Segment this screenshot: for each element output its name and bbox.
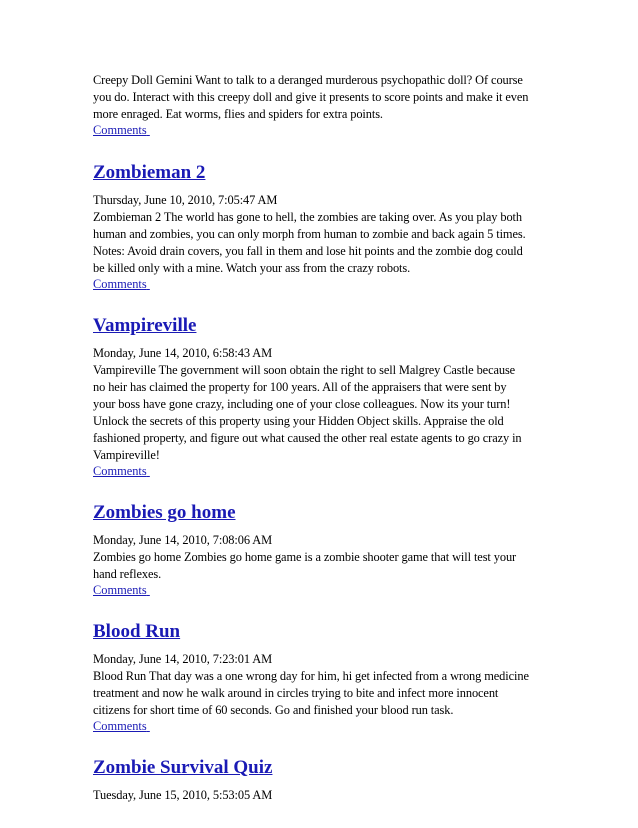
entry-body-line: treatment and now he walk around in circles trying to bite and infect more innocent [93,686,499,700]
entry-body-line: citizens for short time of 60 seconds. Go and finished your blood run task. [93,703,454,717]
comments-link[interactable]: Comments [93,277,147,291]
entry-body-line: Vampireville! [93,448,160,462]
entry-body-line: hand reflexes. [93,567,162,581]
entry-body-line: you do. Interact with this creepy doll and give it presents to score points and make it even [93,90,529,104]
entry-date: Monday, June 14, 2010, 6:58:43 AM [93,346,273,360]
entry-body [93,72,553,123]
blog-entry [93,72,553,137]
entry-date: Tuesday, June 15, 2010, 5:53:05 AM [93,788,273,802]
entry-body-line: Notes: Avoid drain covers, you fall in them and lose hit points and the zombie dog could [93,244,523,258]
entry-body-line: fashioned property, and figure out what caused the other real estate agents to go crazy in [93,431,522,445]
comments-link[interactable]: Comments [93,583,147,597]
blog-entry [93,621,553,733]
comments-link[interactable]: Comments [93,123,147,137]
entry-body [93,192,553,277]
entry-body [93,345,553,464]
blog-entry [93,162,553,291]
entry-body-line: no heir has claimed the property for 100 years. All of the appraisers that were sent by [93,380,507,394]
post-title-link[interactable]: Zombie Survival Quiz [93,757,273,778]
entry-body-line: be killed only with a mine. Watch your ass from the crazy robots. [93,261,411,275]
post-title-link[interactable]: Zombies go home [93,502,236,523]
entry-date: Monday, June 14, 2010, 7:23:01 AM [93,652,273,666]
entry-body-line: Creepy Doll Gemini Want to talk to a deranged murderous psychopathic doll? Of course [93,73,523,87]
entry-date: Monday, June 14, 2010, 7:08:06 AM [93,533,273,547]
entry-body-line: human and zombies, you can only morph from human to zombie and back again 5 times. [93,227,526,241]
post-title-link[interactable]: Blood Run [93,621,181,642]
blog-entry [93,757,553,804]
entry-body-line: your boss have gone crazy, including one of your close colleagues. Now its your turn! [93,397,511,411]
entry-body-line: more enraged. Eat worms, flies and spiders for extra points. [93,107,383,121]
post-title-link[interactable]: Zombieman 2 [93,162,206,183]
entry-date: Thursday, June 10, 2010, 7:05:47 AM [93,193,278,207]
entry-body-line: Zombieman 2 The world has gone to hell, the zombies are taking over. As you play both [93,210,522,224]
entry-body-line: Unlock the secrets of this property using your Hidden Object skills. Appraise the old [93,414,504,428]
entry-body [93,651,553,719]
comments-link[interactable]: Comments [93,719,147,733]
blog-entry [93,502,553,597]
entry-body-line: Vampireville The government will soon obtain the right to sell Malgrey Castle because [93,363,516,377]
blog-post-list [93,72,553,828]
entry-body [93,787,553,804]
entry-body-line: Blood Run That day was a one wrong day for him, hi get infected from a wrong medicine [93,669,529,683]
entry-body [93,532,553,583]
comments-link[interactable]: Comments [93,464,147,478]
blog-entry [93,315,553,478]
post-title-link[interactable]: Vampireville [93,315,197,336]
entry-body-line: Zombies go home Zombies go home game is a zombie shooter game that will test your [93,550,517,564]
